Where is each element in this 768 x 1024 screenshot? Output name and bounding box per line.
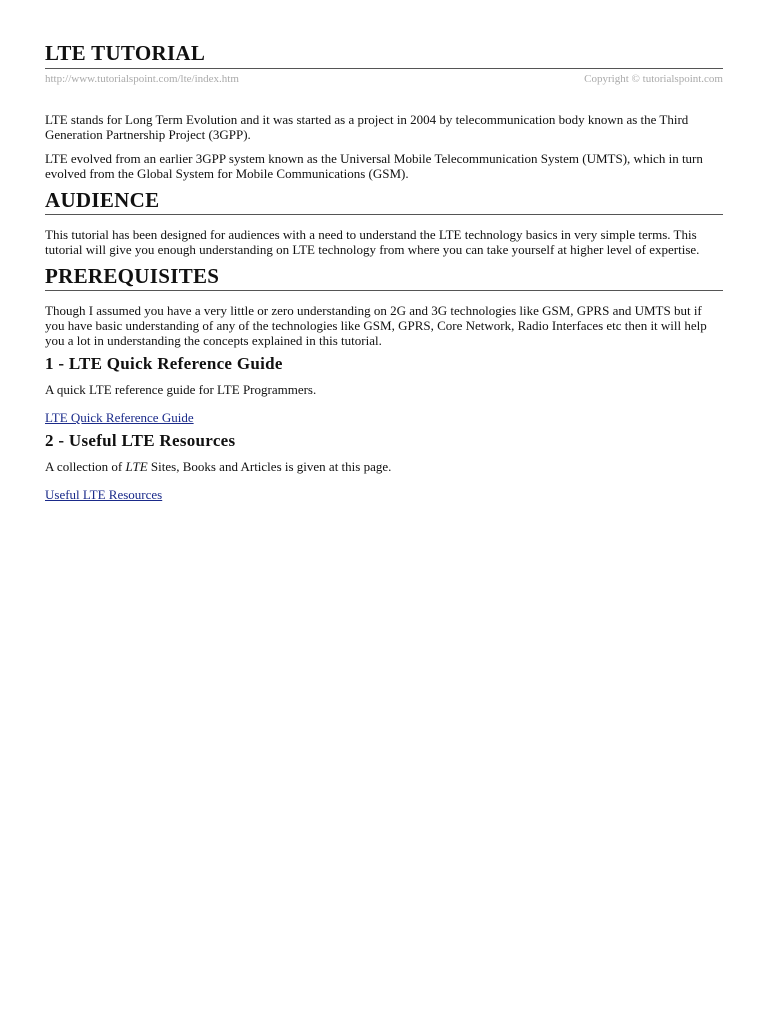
useful-resources-text-emphasis: LTE bbox=[125, 459, 148, 474]
useful-resources-link[interactable]: Useful LTE Resources bbox=[45, 487, 163, 502]
audience-text: This tutorial has been designed for audiences with a need to understand the LTE technology basics in very simple terms. This tutorial will give you enough understanding on LTE technology from where you can take yourself at higher level of expertise. bbox=[45, 227, 700, 257]
title-underline bbox=[45, 68, 723, 69]
useful-resources-text-start: A collection of bbox=[45, 459, 126, 474]
quick-reference-heading: 1 - LTE Quick Reference Guide bbox=[45, 354, 283, 373]
source-url: http://www.tutorialspoint.com/lte/index.htm bbox=[45, 73, 239, 85]
quick-reference-link-row bbox=[45, 410, 723, 425]
useful-resources-text-end: Sites, Books and Articles is given at this page. bbox=[147, 459, 392, 474]
quick-reference-link[interactable]: LTE Quick Reference Guide bbox=[45, 410, 194, 425]
page-title: LTE TUTORIAL bbox=[45, 41, 206, 65]
copyright-notice: Copyright © tutorialspoint.com bbox=[584, 73, 723, 85]
audience-heading: AUDIENCE bbox=[45, 188, 160, 212]
useful-resources-link-row bbox=[45, 487, 723, 502]
intro-paragraph-2: LTE evolved from an earlier 3GPP system known as the Universal Mobile Telecommunication System (UMTS), which in turn evolved from the Global System for Mobile Communications (GSM). bbox=[45, 151, 703, 181]
document-page bbox=[45, 0, 723, 502]
quick-reference-text: A quick LTE reference guide for LTE Programmers. bbox=[45, 382, 317, 397]
prerequisites-underline bbox=[45, 290, 723, 291]
useful-resources-text bbox=[45, 459, 723, 474]
audience-underline bbox=[45, 214, 723, 215]
intro-paragraph-1: LTE stands for Long Term Evolution and it was started as a project in 2004 by telecommunication body known as the Third Generation Partnership Project (3GPP). bbox=[45, 112, 689, 142]
prerequisites-heading: PREREQUISITES bbox=[45, 264, 220, 288]
useful-resources-heading: 2 - Useful LTE Resources bbox=[45, 431, 236, 450]
source-row bbox=[45, 72, 723, 86]
prerequisites-text: Though I assumed you have a very little or zero understanding on 2G and 3G technologies like GSM, GPRS and UMTS but if you have basic understanding of any of the technologies like GSM, GPRS, Core Network, Radio Interfaces etc then it will help you a lot in understanding the concepts explained in this tutorial. bbox=[45, 303, 707, 348]
